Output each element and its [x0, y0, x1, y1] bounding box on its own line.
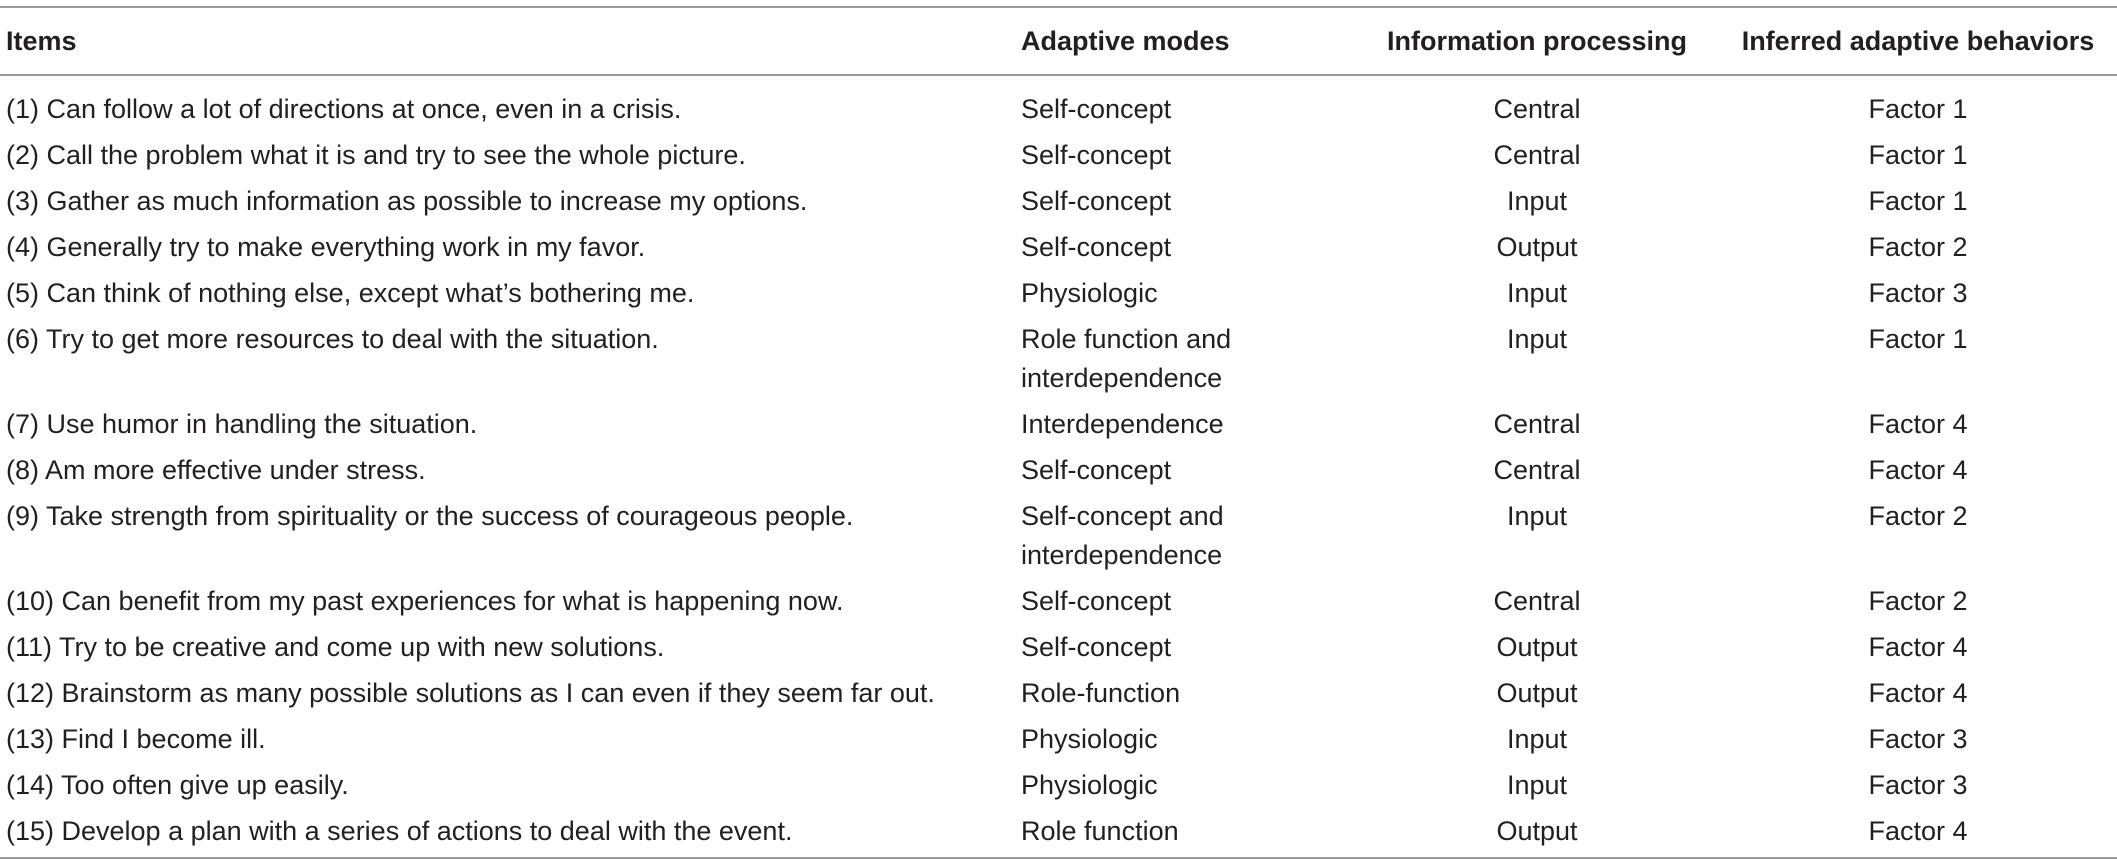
- table-row: [0, 717, 2117, 763]
- cell-adaptive-mode: Physiologic: [1021, 724, 1158, 754]
- cell-adaptive-mode: Interdependence: [1021, 409, 1224, 439]
- cell-item: (14) Too often give up easily.: [6, 770, 349, 800]
- cell-information-processing: Central: [1493, 140, 1581, 170]
- cell-information-processing: Output: [1496, 632, 1578, 662]
- header-row: [0, 7, 2117, 75]
- cell-inferred-behavior: Factor 4: [1868, 678, 1968, 708]
- header-information-processing: Information processing: [1386, 25, 1688, 56]
- cell-item: (7) Use humor in handling the situation.: [6, 409, 478, 439]
- cell-item: (5) Can think of nothing else, except what’s bothering me.: [6, 278, 695, 308]
- cell-inferred-behavior: Factor 1: [1868, 140, 1968, 170]
- cell-information-processing: Central: [1493, 455, 1581, 485]
- table-row: [0, 809, 2117, 858]
- cell-inferred-behavior: Factor 1: [1868, 324, 1968, 354]
- cell-item: (3) Gather as much information as possible to increase my options.: [6, 186, 808, 216]
- cell-item: (10) Can benefit from my past experiences for what is happening now.: [6, 586, 844, 616]
- cell-inferred-behavior: Factor 3: [1868, 770, 1968, 800]
- cell-information-processing: Output: [1496, 232, 1578, 262]
- cell-adaptive-mode: Self-concept: [1021, 586, 1172, 616]
- cell-information-processing: Central: [1493, 94, 1581, 124]
- table-row: [0, 763, 2117, 809]
- cell-adaptive-mode: Physiologic: [1021, 278, 1158, 308]
- table-row: [0, 179, 2117, 225]
- table-body: [0, 75, 2117, 858]
- cell-adaptive-mode: Role function and interdependence: [1021, 324, 1232, 393]
- cell-item: (6) Try to get more resources to deal with the situation.: [6, 324, 659, 354]
- header-inferred-adaptive-behaviors: Inferred adaptive behaviors: [1741, 25, 2095, 56]
- table-row: [0, 317, 2117, 402]
- cell-information-processing: Output: [1496, 816, 1578, 846]
- cell-information-processing: Input: [1506, 324, 1568, 354]
- cell-adaptive-mode: Self-concept: [1021, 140, 1172, 170]
- cell-item: (12) Brainstorm as many possible solutions as I can even if they seem far out.: [6, 678, 935, 708]
- table-row: [0, 133, 2117, 179]
- cell-inferred-behavior: Factor 4: [1868, 409, 1968, 439]
- header-items: Items: [6, 25, 77, 56]
- cell-inferred-behavior: Factor 2: [1868, 586, 1968, 616]
- table-row: [0, 75, 2117, 133]
- cell-information-processing: Central: [1493, 586, 1581, 616]
- cell-information-processing: Input: [1506, 770, 1568, 800]
- cell-adaptive-mode: Self-concept and interdependence: [1021, 501, 1224, 570]
- cell-item: (1) Can follow a lot of directions at once, even in a crisis.: [6, 94, 682, 124]
- cell-inferred-behavior: Factor 1: [1868, 94, 1968, 124]
- table-row: [0, 402, 2117, 448]
- cell-adaptive-mode: Role function: [1021, 816, 1179, 846]
- cell-inferred-behavior: Factor 2: [1868, 232, 1968, 262]
- cell-adaptive-mode: Self-concept: [1021, 94, 1172, 124]
- cell-item: (9) Take strength from spirituality or the success of courageous people.: [6, 501, 854, 531]
- cell-inferred-behavior: Factor 4: [1868, 816, 1968, 846]
- cell-information-processing: Input: [1506, 186, 1568, 216]
- table-row: [0, 579, 2117, 625]
- cell-inferred-behavior: Factor 1: [1868, 186, 1968, 216]
- cell-information-processing: Central: [1493, 409, 1581, 439]
- table-container: [0, 6, 2117, 859]
- cell-inferred-behavior: Factor 4: [1868, 455, 1968, 485]
- cell-information-processing: Input: [1506, 724, 1568, 754]
- cell-adaptive-mode: Physiologic: [1021, 770, 1158, 800]
- cell-adaptive-mode: Self-concept: [1021, 232, 1172, 262]
- cell-item: (8) Am more effective under stress.: [6, 455, 426, 485]
- cell-item: (4) Generally try to make everything work in my favor.: [6, 232, 646, 262]
- cell-adaptive-mode: Self-concept: [1021, 632, 1172, 662]
- cell-inferred-behavior: Factor 2: [1868, 501, 1968, 531]
- cell-inferred-behavior: Factor 3: [1868, 278, 1968, 308]
- cell-item: (11) Try to be creative and come up with new solutions.: [6, 632, 665, 662]
- cell-item: (13) Find I become ill.: [6, 724, 266, 754]
- cell-item: (15) Develop a plan with a series of actions to deal with the event.: [6, 816, 793, 846]
- table-row: [0, 225, 2117, 271]
- cell-inferred-behavior: Factor 4: [1868, 632, 1968, 662]
- cell-information-processing: Input: [1506, 278, 1568, 308]
- cell-item: (2) Call the problem what it is and try to see the whole picture.: [6, 140, 746, 170]
- table-row: [0, 494, 2117, 579]
- table-row: [0, 448, 2117, 494]
- cell-information-processing: Output: [1496, 678, 1578, 708]
- cell-information-processing: Input: [1506, 501, 1568, 531]
- table-row: [0, 671, 2117, 717]
- table-header: [0, 7, 2117, 75]
- cell-adaptive-mode: Self-concept: [1021, 186, 1172, 216]
- cell-adaptive-mode: Role-function: [1021, 678, 1181, 708]
- cell-adaptive-mode: Self-concept: [1021, 455, 1172, 485]
- cell-inferred-behavior: Factor 3: [1868, 724, 1968, 754]
- header-adaptive-modes: Adaptive modes: [1021, 25, 1230, 56]
- table-row: [0, 625, 2117, 671]
- table-row: [0, 271, 2117, 317]
- adaptive-behaviors-table: [0, 6, 2117, 859]
